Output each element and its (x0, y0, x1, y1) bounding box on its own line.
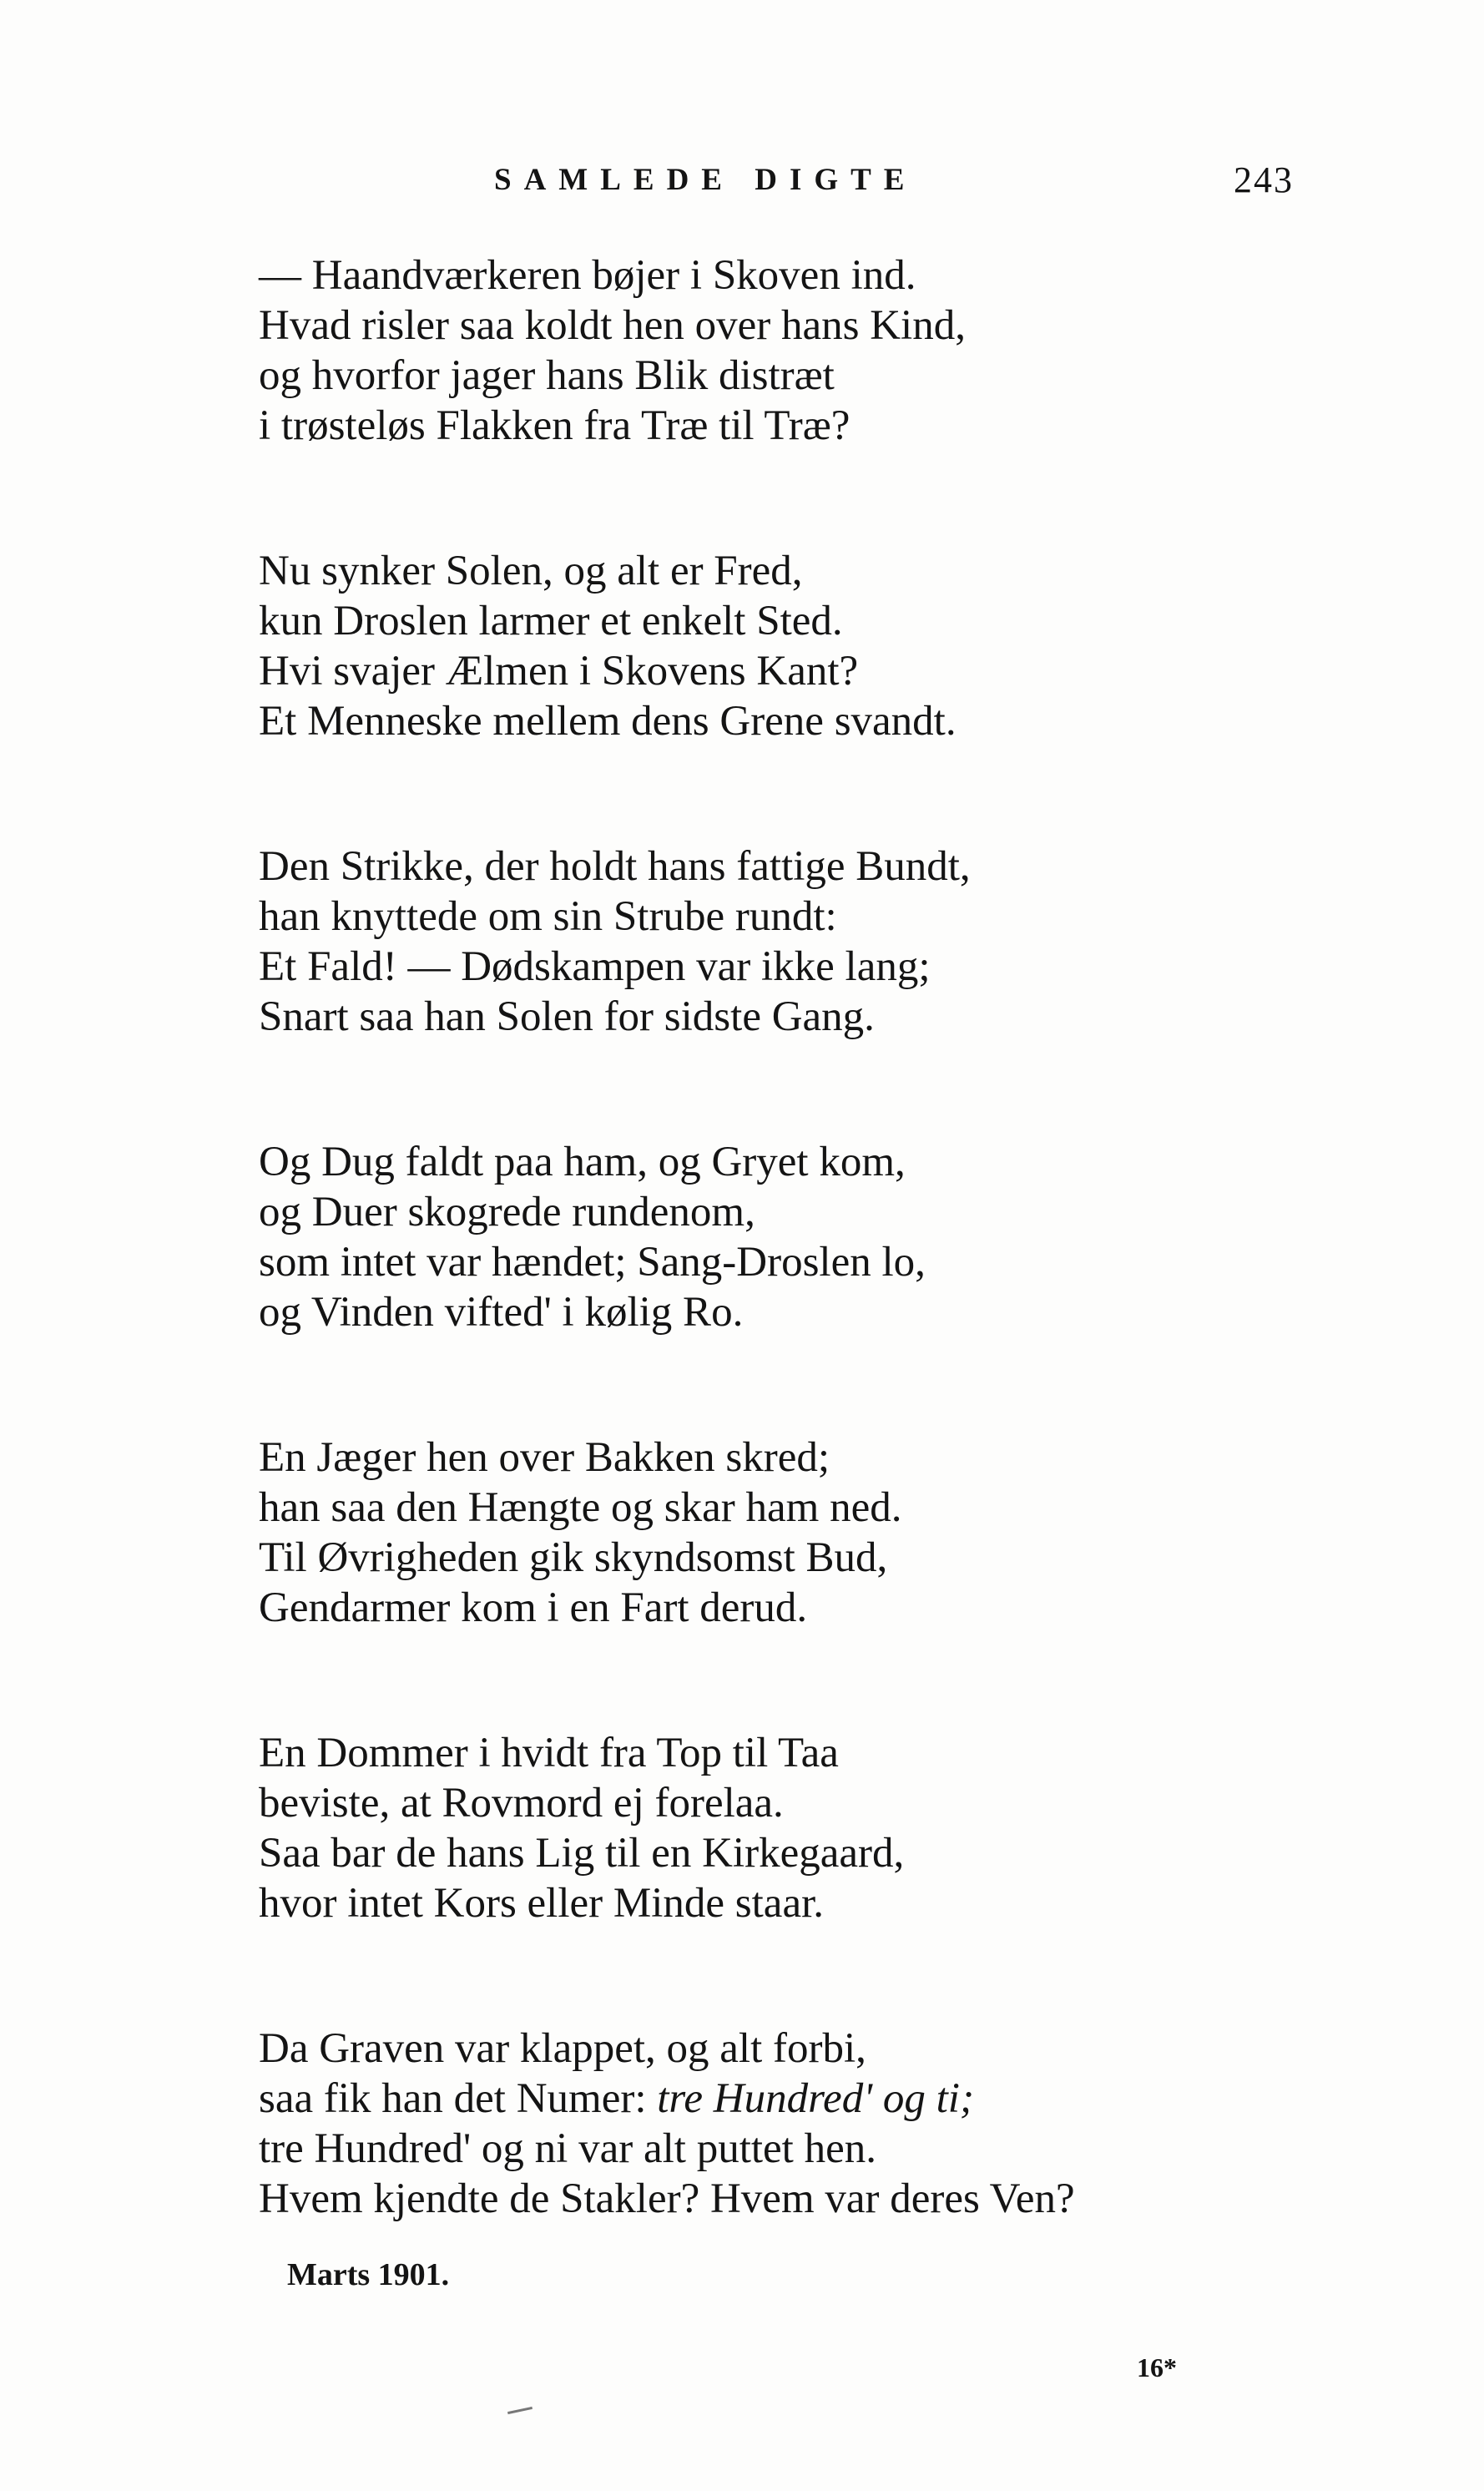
poem-line: og Vinden vifted' i kølig Ro. (259, 1289, 744, 1336)
stanza-1 (259, 250, 1344, 451)
stanza-4 (259, 1137, 1344, 1337)
poem-line: som intet var hændet; Sang-Droslen lo, (259, 1239, 926, 1286)
running-head (0, 155, 1484, 205)
poem-line: og hvorfor jager hans Blik distræt (259, 352, 835, 399)
poem-line: beviste, at Rovmord ej forelaa. (259, 1780, 784, 1827)
poem-line: Snart saa han Solen for sidste Gang. (259, 993, 875, 1040)
poem (259, 250, 1344, 2224)
poem-line: tre Hundred' og ni var alt puttet hen. (259, 2125, 876, 2172)
poem-line (259, 2074, 1344, 2124)
poem-line: — Haandværkeren bøjer i Skoven ind. (259, 252, 916, 299)
poem-line: Hvem kjendte de Stakler? Hvem var deres Ven? (259, 2175, 1075, 2222)
poem-line: han knyttede om sin Strube rundt: (259, 893, 837, 940)
poem-line: Den Strikke, der holdt hans fattige Bundt, (259, 843, 971, 890)
poem-line: hvor intet Kors eller Minde staar. (259, 1880, 824, 1927)
poem-line: Hvad risler saa koldt hen over hans Kind, (259, 302, 966, 349)
poem-line: Til Øvrigheden gik skyndsomst Bud, (259, 1534, 888, 1581)
stanza-3 (259, 841, 1344, 1042)
stanza-7 (259, 2024, 1344, 2224)
poem-line (259, 2024, 1344, 2074)
poem-line: han saa den Hængte og skar ham ned. (259, 1484, 902, 1531)
poem-line: kun Droslen larmer et enkelt Sted. (259, 598, 843, 644)
page-number: 243 (1234, 159, 1294, 200)
poem-line-text: Da Graven var klappet, og alt forbi, (259, 2025, 866, 2072)
poem-line: Hvi svajer Ælmen i Skovens Kant? (259, 648, 859, 695)
poem-date: Marts 1901. (287, 2257, 450, 2292)
poem-line: En Jæger hen over Bakken skred; (259, 1434, 830, 1481)
poem-line: Og Dug faldt paa ham, og Gryet kom, (259, 1139, 906, 1185)
poem-line: Saa bar de hans Lig til en Kirkegaard, (259, 1830, 905, 1877)
poem-line: Et Menneske mellem dens Grene svandt. (259, 698, 957, 745)
running-title: SAMLEDE DIGTE (494, 163, 917, 197)
poem-line: i trøsteløs Flakken fra Træ til Træ? (259, 402, 851, 449)
poem-line: Gendarmer kom i en Fart derud. (259, 1584, 808, 1631)
poem-line: Et Fald! — Dødskampen var ikke lang; (259, 943, 931, 990)
italic-quote: tre Hundred' og ti; (657, 2075, 974, 2122)
poem-line: Nu synker Solen, og alt er Fred, (259, 548, 803, 594)
poem-line-text: saa fik han det Numer: (259, 2075, 658, 2122)
poem-line: En Dommer i hvidt fra Top til Taa (259, 1730, 839, 1776)
stanza-5 (259, 1432, 1344, 1633)
stanza-2 (259, 546, 1344, 746)
print-speck (507, 2407, 533, 2414)
poem-line: og Duer skogrede rundenom, (259, 1189, 755, 1235)
stanza-6 (259, 1728, 1344, 1928)
signature-mark: 16* (1137, 2352, 1177, 2382)
